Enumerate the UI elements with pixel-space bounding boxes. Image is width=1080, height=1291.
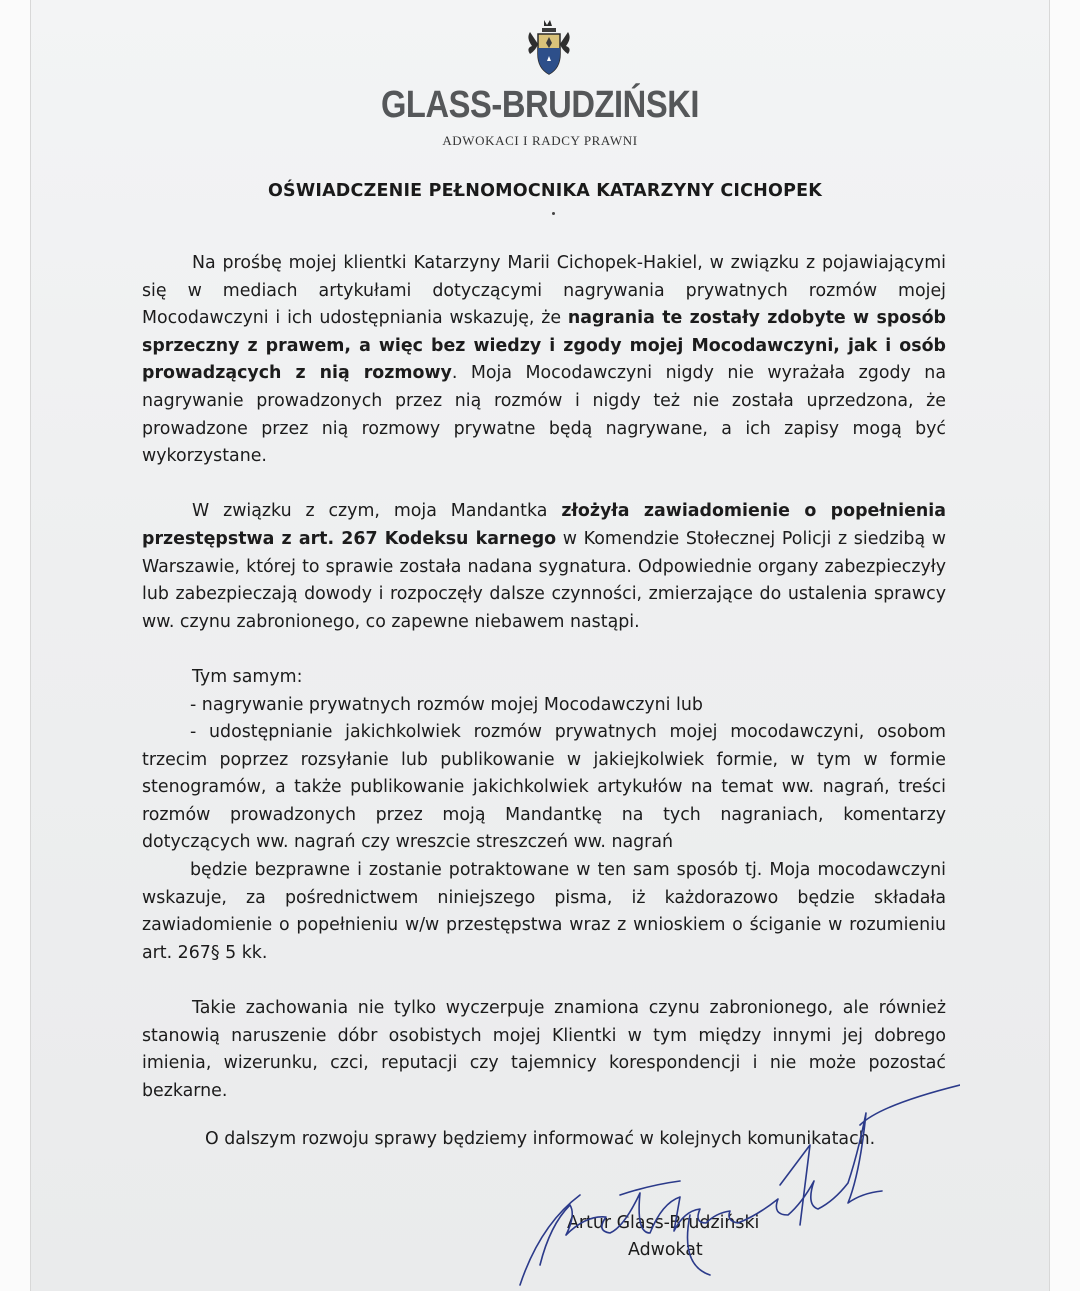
paragraph-1-bold: nagrania te zostały zdobyte w sposób sprzeczny z prawem, a więc bez wiedzy i zgody mojej Mocodawczyni, jak i osób prowadzących z nią rozmowy bbox=[142, 308, 946, 384]
document-title: OŚWIADCZENIE PEŁNOMOCNIKA KATARZYNY CICHOPEK bbox=[267, 181, 823, 201]
paragraph-1-text-a: Na prośbę mojej klientki Katarzyny Marii Cichopek-Hakiel, w związku z pojawiającymi się w mediach artykułami dotyczącymi nagrywania prywatnych rozmów mojej Mocodawczyni i ich udostępniania wskazuję, że bbox=[142, 253, 946, 329]
signer-role: Adwokat bbox=[628, 1240, 703, 1260]
decorative-dot bbox=[552, 212, 555, 215]
firm-subtitle: ADWOKACI I RADCY PRAWNI bbox=[442, 133, 638, 148]
document-body bbox=[142, 250, 946, 1105]
paragraph-1 bbox=[142, 250, 946, 471]
paragraph-2 bbox=[142, 498, 946, 636]
paragraph-2-text-a: W związku z czym, moja Mandantka bbox=[192, 501, 562, 522]
paragraph-1-text-b: . Moja Mocodawczyni nigdy nie wyrażała zgody na nagrywanie prowadzonych przez nią rozmów i nigdy też nie została uprzedzona, że prowadzone przez nią rozmowy prywatne będą nagrywane, a ich zapisy mogą być wykorzystane. bbox=[142, 363, 946, 467]
paragraph-3-continuation: będzie bezprawne i zostanie potraktowane w ten sam sposób tj. Moja mocodawczyni wskazuje, za pośrednictwem niniejszego pisma, iż każdorazowo będzie składała zawiadomienie o popełnieniu w/w przestępstwa wraz z wnioskiem o ściganie w rozumieniu art. 267§ 5 kk. bbox=[142, 860, 946, 963]
paragraph-4: Takie zachowania nie tylko wyczerpuje znamiona czynu zabronionego, ale również stanowią naruszenie dóbr osobistych mojej Klientki w tym między innymi jej dobrego imienia, wizerunku, czci, reputacji czy tajemnicy korespondencji i nie może pozostać bezkarne. bbox=[142, 998, 946, 1101]
closing-line: O dalszym rozwoju sprawy będziemy informować w kolejnych komunikatach. bbox=[205, 1129, 876, 1149]
signer-name: Artur Glass-Brudziński bbox=[567, 1213, 760, 1233]
paragraph-2-bold: złożyła zawiadomienie o popełnienia przestępstwa z art. 267 Kodeksu karnego bbox=[142, 501, 946, 549]
list-item: - nagrywanie prywatnych rozmów mojej Mocodawczyni lub bbox=[190, 694, 703, 715]
coat-of-arms-icon bbox=[524, 18, 574, 76]
paragraph-3-intro: Tym samym: bbox=[192, 666, 303, 687]
list-item: - udostępnianie jakichkolwiek rozmów prywatnych mojej mocodawczyni, osobom trzecim poprzez rozsyłanie lub publikowanie w jakiejkolwiek formie, w tym w formie stenogramów, a także publikowanie jakichkolwiek artykułów na temat ww. nagrań, treści rozmów prowadzonych przez moją Mandantkę na tych nagraniach, komentarzy dotyczących ww. nagrań czy wreszcie streszczeń ww. nagrań bbox=[142, 722, 946, 853]
firm-name: GLASS-BRUDZIŃSKI bbox=[380, 84, 700, 126]
paragraph-2-text-b: w Komendzie Stołecznej Policji z siedzibą w Warszawie, której to sprawie została nadana sygnatura. Odpowiednie organy zabezpieczyły lub zabezpieczają dowody i rozpoczęły dalsze czynności, zmierzające do ustalenia sprawcy ww. czynu zabronionego, co zapewne niebawem nastąpi. bbox=[142, 528, 946, 632]
